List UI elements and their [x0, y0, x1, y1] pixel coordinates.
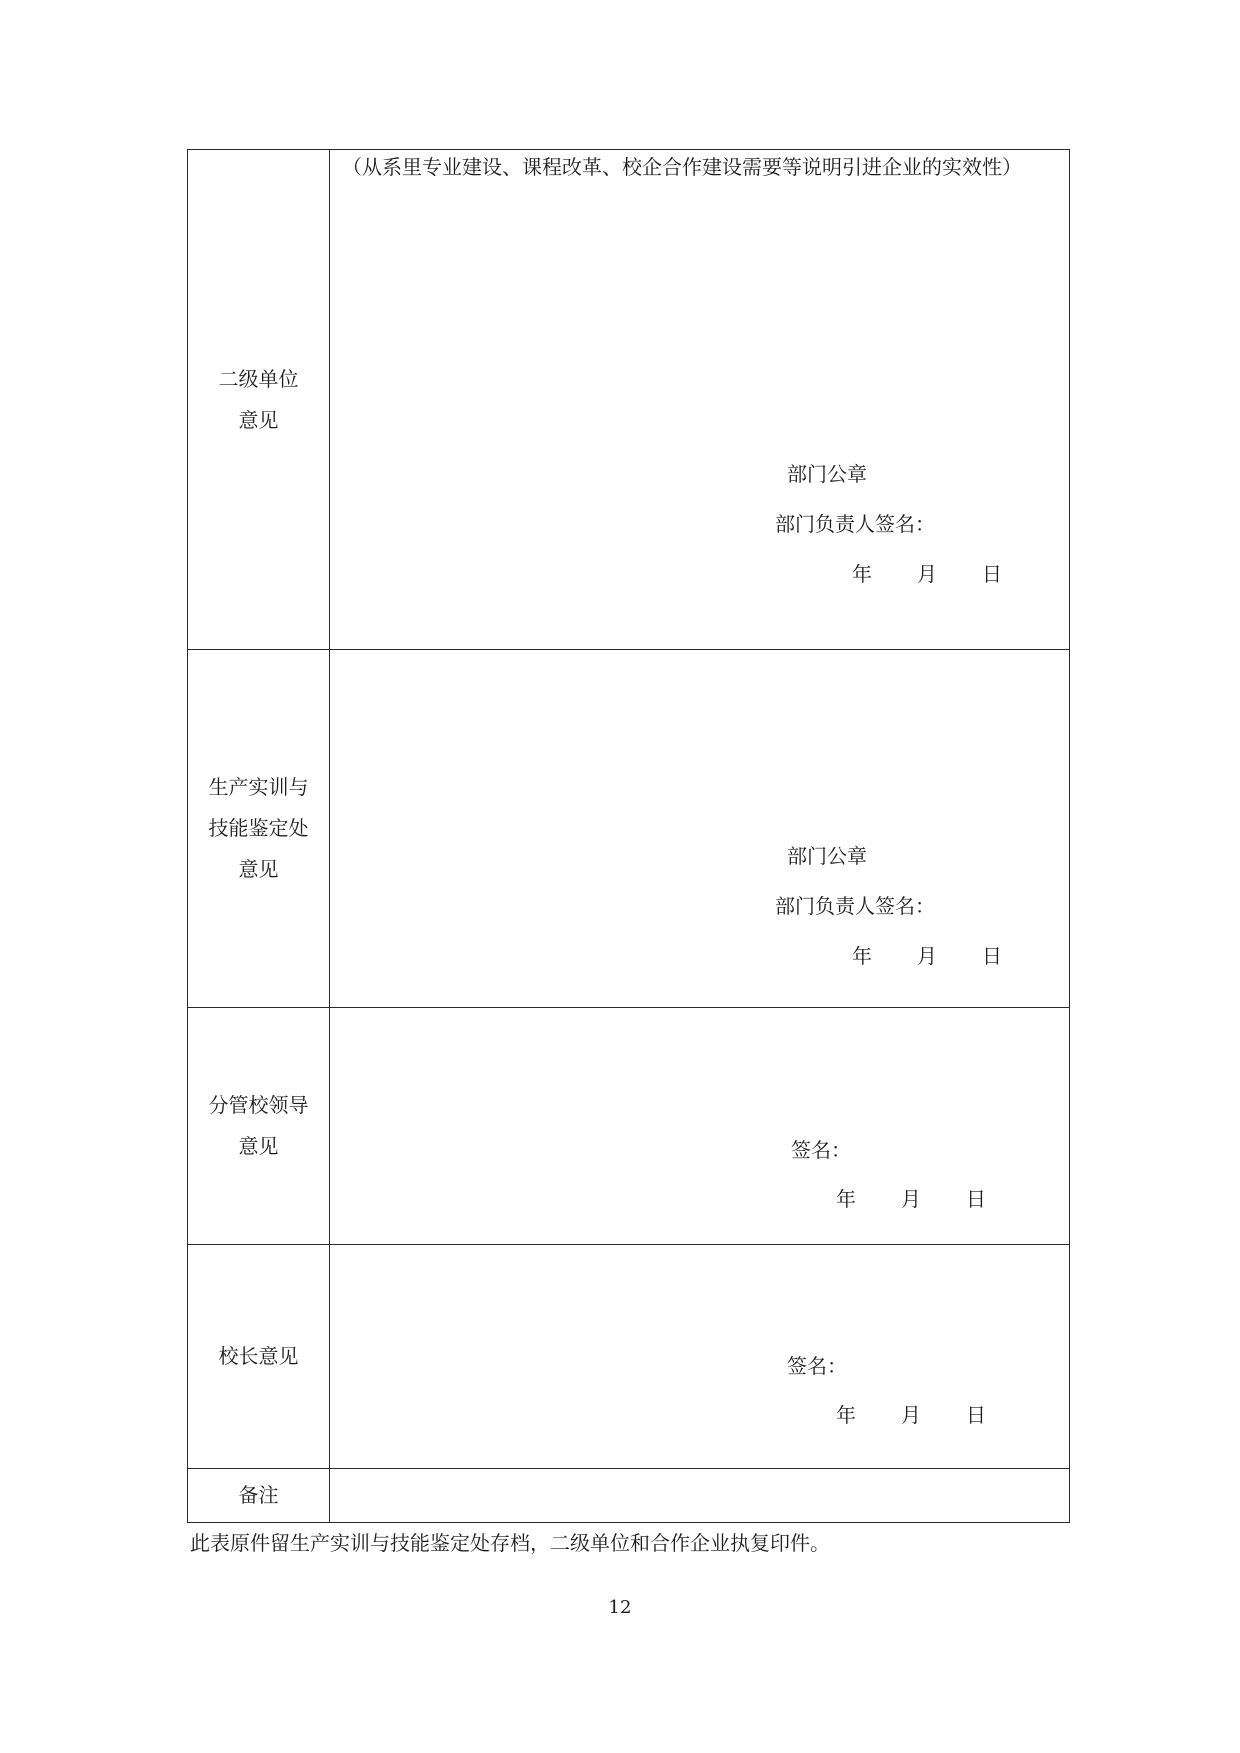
section-label [188, 650, 330, 1008]
section-training-office-opinion [188, 650, 1070, 1008]
signature-label: 部门负责人签名： [775, 894, 935, 918]
date-year-label: 年 [852, 562, 872, 586]
section-label-line: 意见 [238, 1134, 279, 1158]
date-day-label: 日 [982, 944, 1002, 968]
signature-label: 签名： [787, 1354, 847, 1378]
stamp-label: 部门公章 [787, 462, 867, 486]
section-vice-principal-opinion [188, 1008, 1070, 1245]
section-principal-opinion [188, 1245, 1070, 1469]
date-month-label: 月 [901, 1187, 921, 1211]
opinion-input-area[interactable] [330, 1245, 1070, 1469]
remarks-input-area[interactable] [330, 1469, 1070, 1523]
section-label-line: 意见 [238, 857, 279, 881]
section-label-line: 技能鉴定处 [208, 816, 309, 840]
instruction-text: （从系里专业建设、课程改革、校企合作建设需要等说明引进企业的实效性） [342, 155, 1022, 179]
date-line [836, 1401, 986, 1429]
date-day-label: 日 [966, 1187, 986, 1211]
date-line [852, 942, 1002, 970]
signature-label: 部门负责人签名： [775, 512, 935, 536]
date-year-label: 年 [836, 1187, 856, 1211]
section-label-line: 二级单位 [218, 366, 299, 391]
date-line [852, 560, 1002, 588]
approval-form-table [187, 149, 1070, 1523]
section-remarks [188, 1469, 1070, 1523]
section-label: 备注 [188, 1469, 330, 1523]
opinion-input-area[interactable] [330, 650, 1070, 1008]
date-year-label: 年 [836, 1403, 856, 1427]
date-line [836, 1185, 986, 1213]
section-label-line: 分管校领导 [208, 1093, 309, 1117]
date-month-label: 月 [917, 944, 937, 968]
date-month-label: 月 [901, 1403, 921, 1427]
page-number: 12 [608, 1597, 632, 1618]
opinion-input-area[interactable] [330, 150, 1070, 650]
section-label-line: 生产实训与 [208, 775, 309, 799]
section-department-opinion [188, 150, 1070, 650]
section-label-line: 意见 [238, 407, 279, 432]
opinion-input-area[interactable] [330, 1008, 1070, 1245]
signature-label: 签名： [791, 1138, 851, 1162]
date-day-label: 日 [966, 1403, 986, 1427]
date-month-label: 月 [917, 562, 937, 586]
section-label [188, 1008, 330, 1245]
stamp-label: 部门公章 [787, 844, 867, 868]
section-label [188, 150, 330, 650]
section-label: 校长意见 [188, 1245, 330, 1469]
footer-note: 此表原件留生产实训与技能鉴定处存档，二级单位和合作企业执复印件。 [190, 1531, 830, 1555]
date-day-label: 日 [982, 562, 1002, 586]
date-year-label: 年 [852, 944, 872, 968]
